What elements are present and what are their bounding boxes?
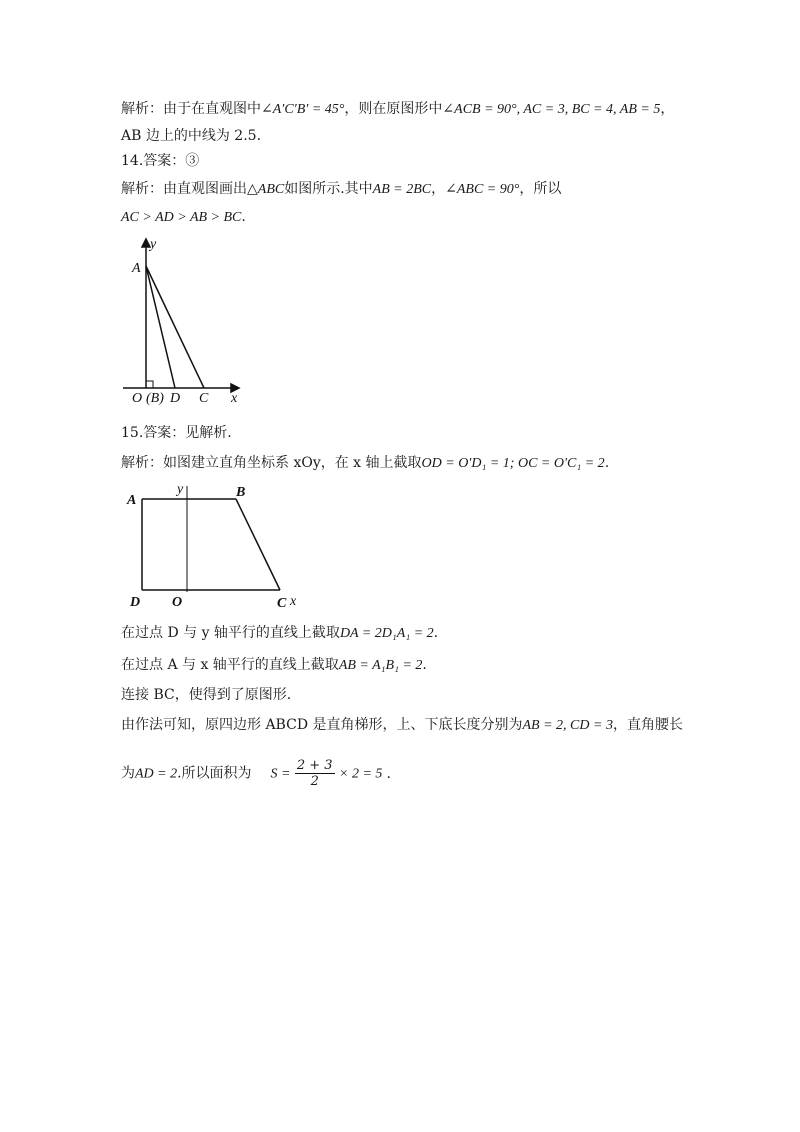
y-axis-arrow	[142, 239, 150, 247]
p14-line2-end: .	[241, 209, 246, 225]
p14-angle-math: ∠ABC = 90°	[445, 182, 520, 197]
fig2-label-y: y	[177, 482, 184, 497]
p13-text-b: ，则在原图形中	[344, 101, 443, 117]
fig2-label-B: B	[236, 485, 246, 500]
p15-line1-end: .	[604, 455, 610, 471]
p14-answer: 14.答案：③	[121, 153, 200, 169]
p14-line2	[121, 208, 246, 227]
fig2-label-A: A	[127, 493, 137, 508]
fig1-label-A: A	[132, 261, 141, 276]
p14-line1	[121, 180, 561, 199]
fig2-label-O: O	[172, 595, 183, 610]
right-angle-mark	[146, 381, 153, 388]
figure-triangle	[115, 236, 255, 406]
fig2-label-D: D	[130, 595, 141, 610]
p15-area-tail: × 2 = 5	[339, 766, 383, 782]
p15-line2-end: .	[433, 625, 439, 641]
p13-text-c: ，	[660, 101, 675, 117]
p14-triangle-math: △ABC	[247, 182, 285, 197]
fig1-label-y: y	[150, 237, 157, 252]
fig1-label-x: x	[231, 391, 238, 406]
p15-area-S: S =	[270, 766, 291, 782]
segment-AC	[146, 266, 204, 388]
p13-line1	[121, 100, 674, 119]
fig1-label-D: D	[170, 391, 181, 406]
p15-line6-text: 为	[121, 765, 135, 782]
p15-line6-end: .	[386, 765, 391, 782]
p14-text-c: ，	[431, 181, 446, 197]
p15-line3-end: .	[422, 657, 427, 673]
p15-line6	[121, 758, 391, 789]
p13-text-a: 解析：由于在直观图中	[121, 101, 261, 117]
p13-line2: AB 边上的中线为 2.5.	[121, 128, 262, 144]
p15-line5-text: 由作法可知，原四边形 ABCD 是直角梯形，上、下底长度分别为	[121, 717, 523, 733]
p15-line2-text: 在过点 D 与 y 轴平行的直线上截取	[121, 625, 340, 641]
p15-answer: 15.答案：见解析.	[121, 425, 232, 441]
figure-trapezoid	[122, 480, 322, 610]
p15-line2	[121, 624, 438, 643]
p15-line5	[121, 716, 683, 735]
p15-area-fraction	[295, 758, 335, 789]
p15-od-math: OD = O′D₁ = 1; OC = O′C₁ = 2	[421, 456, 605, 471]
p15-ab-math: AB = A₁B₁ = 2	[338, 658, 423, 673]
p15-line3-text: 在过点 A 与 x 轴平行的直线上截取	[121, 657, 339, 673]
p15-da-math: DA = 2D₁A₁ = 2	[339, 626, 434, 641]
p15-line3	[121, 656, 427, 675]
segment-AD	[146, 266, 175, 388]
fig1-label-B: (B)	[146, 391, 164, 406]
p13-values-math: ∠ACB = 90°, AC = 3, BC = 4, AB = 5	[442, 102, 661, 117]
p14-ab-math: AB = 2BC	[372, 182, 432, 197]
p15-line1	[121, 454, 609, 473]
fig2-label-C: C	[277, 596, 287, 610]
p15-ad-math: AD = 2	[135, 766, 178, 782]
p15-line5-tail: ，直角腰长	[612, 717, 683, 733]
p15-text-a: 解析：如图建立直角坐标系 xOy，在 x 轴上截取	[121, 455, 422, 471]
p15-fraction-numerator: 2 + 3	[296, 758, 333, 773]
p14-inequality-math: AC > AD > AB > BC	[121, 210, 242, 225]
p14-text-b: 如图所示.其中	[284, 181, 373, 197]
p14-text-a: 解析：由直观图画出	[121, 181, 247, 197]
p15-fraction-denominator: 2	[310, 774, 319, 789]
p15-line6-mid: .所以面积为	[177, 765, 252, 782]
fig2-label-x: x	[290, 594, 297, 609]
side-BC	[236, 499, 280, 590]
p15-line4: 连接 BC，使得到了原图形.	[121, 687, 292, 703]
p13-angle-math: ∠A′C′B′ = 45°	[261, 102, 345, 117]
p14-text-d: ，所以	[519, 181, 562, 197]
p15-bases-math: AB = 2, CD = 3	[522, 718, 613, 733]
fig1-label-C: C	[199, 391, 209, 406]
fig1-label-origin: O	[132, 391, 143, 406]
